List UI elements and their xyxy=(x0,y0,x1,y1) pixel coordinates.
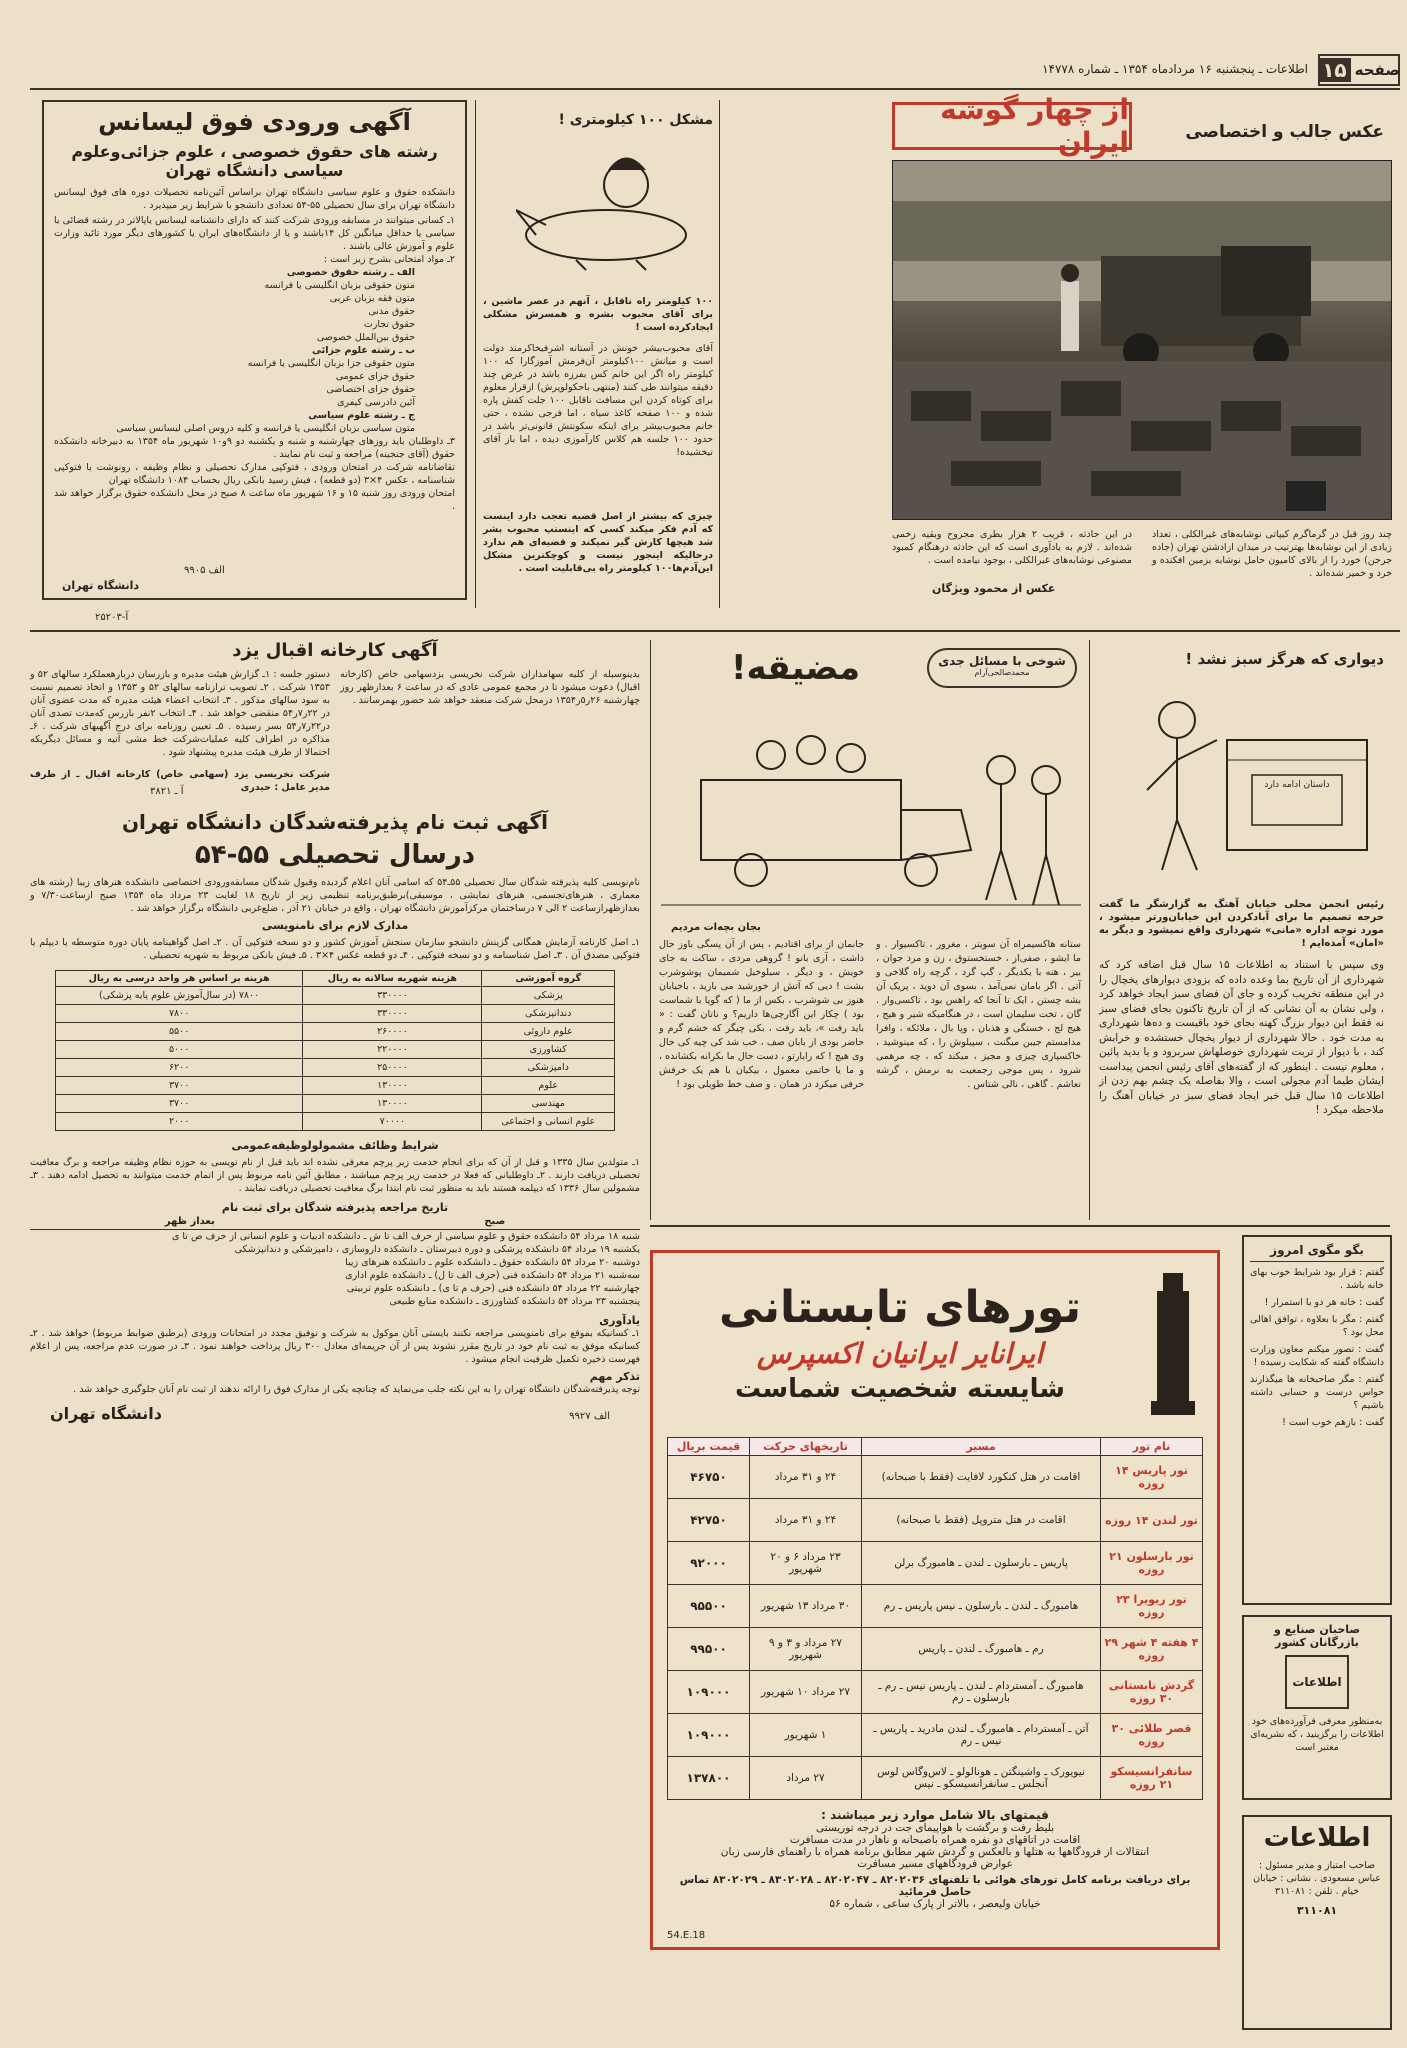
fee-row xyxy=(56,1059,615,1077)
tour-name: تور لندن ۱۴ روزه xyxy=(1101,1499,1203,1542)
photo-section xyxy=(892,93,1392,608)
tour-dates: ۲۴ و ۳۱ مرداد xyxy=(750,1456,862,1499)
photo-caption-left: در این حادثه ، قریب ۲ هزار بطری مجروح وبقیه زخمی شده‌اند . لازم به یادآوری است که این حادثه درهنگام کمبود مصنوعی نوشابه‌های غیرالکلی ، بوجود نیامده است . xyxy=(892,529,1132,566)
fee-annual: ۳۳۰۰۰۰ xyxy=(303,1005,482,1023)
docs-body: ۱ـ اصل کارنامه آزمایش همگانی گزینش دانشجو سازمان سنجش آموزش کشور و دو نسخه فتوکپی آن . ۲ـ اصل گواهینامه پایان دوره متوسطه یا دیپلم یا فتوکپی مصدق آن . ۳ـ اصل شناسنامه و دو نسخه فتوکپی . ۴ـ دو قطعه عکس ۴×۳ . ۵ـ فیش بانکی مربوط به شهریه تحصیلی . xyxy=(30,937,640,961)
ettelaat-logo: اطلاعات xyxy=(1263,1823,1371,1853)
fee-row xyxy=(56,1023,615,1041)
tour-dates: ۲۳ مرداد ۶ و ۲۰ شهریور xyxy=(750,1542,862,1585)
schedule-pm: بعداز ظهر xyxy=(164,1216,215,1227)
note-body: توجه پذیرفته‌شدگان دانشگاه تهران را به این نکته جلب می‌نماید که چنانچه یکی از مدارک فوق را ارائه ندهند از ثبت نام آنان جلوگیری خواهد شد . xyxy=(73,1384,640,1395)
ad-graduate-item: حقوق جزای اختصاصی xyxy=(326,384,415,395)
mazigheh-drawing xyxy=(661,700,1081,915)
ad-graduate-subtitle: رشته های حقوق خصوصی ، علوم جزائی‌وعلوم سیاسی دانشگاه تهران xyxy=(71,142,438,180)
ad-yazd-ref: آ ـ ۳۸۲۱ xyxy=(150,786,184,797)
issue-line: اطلاعات ـ پنجشنبه ۱۶ مردادماه ۱۳۵۴ ـ شماره ۱۴۷۷۸ xyxy=(1042,62,1308,76)
fee-annual: ۱۳۰۰۰۰ xyxy=(303,1095,482,1113)
ad-graduate-item: ۲ـ مواد امتحانی بشرح زیر است : xyxy=(323,254,455,265)
fee-header-row xyxy=(56,971,615,987)
saying-item: گفت : بازهم خوب است ! xyxy=(1282,1417,1384,1428)
ad-graduate-code: آ-۲۵۲۰۳ xyxy=(95,612,129,623)
tours-footer-line: اقامت در اتاقهای دو نفره همراه باصبحانه و ناهار در مدت مسافرت xyxy=(789,1834,1081,1846)
ad-registration-signature-row xyxy=(30,1404,640,1423)
tour-name: تور پاریس ۱۴ روزه xyxy=(1101,1456,1203,1499)
cartoon-wall-sign: داستان ادامه دارد xyxy=(1264,780,1330,790)
small-ad-heading: صاحبان صنایع و بازرگانان کشور xyxy=(1273,1623,1361,1649)
tour-dates: ۲۷ مرداد ۱۰ شهریور xyxy=(750,1671,862,1714)
cartoon-problem-section xyxy=(475,100,720,608)
tours-ad-tagline: شایسته شخصیت شماست xyxy=(735,1374,1065,1404)
masthead-rule xyxy=(30,88,1400,90)
fee-group: پزشکی xyxy=(482,987,615,1005)
photo-banner-text: از چهار گوشه ایران xyxy=(940,93,1129,159)
ad-graduate-item: ج ـ رشته علوم سیاسی xyxy=(308,410,415,421)
tour-dates: ۲۷ مرداد و ۳ و ۹ شهریور xyxy=(750,1628,862,1671)
tour-name: ۴ هفته ۴ شهر ۲۹ روزه xyxy=(1101,1628,1203,1671)
saying-item: گفت : تصور میکنم معاون وزارت دانشگاه گفته که شکایت رسیده ! xyxy=(1250,1344,1384,1368)
ettelaat-box xyxy=(1242,1815,1392,2030)
ad-graduate-item: متون حقوقی بزبان انگلیسی یا فرانسه xyxy=(264,280,415,291)
tour-route: رم ـ هامبورگ ـ لندن ـ پاریس xyxy=(862,1628,1101,1671)
saying-item: گفتم : قرار بود شرایط خوب بهای خانه باشد . xyxy=(1250,1267,1384,1291)
tour-route: هامبورگ ـ لندن ـ بارسلون ـ نیس پاریس ـ رم xyxy=(862,1585,1101,1628)
tour-col-route: مسیر xyxy=(862,1438,1101,1456)
ad-registration-ref: الف ۹۹۲۷ xyxy=(569,1411,610,1422)
news-photo xyxy=(892,160,1392,520)
fee-col-unit: هزینه بر اساس هر واحد درسی به ریال xyxy=(56,971,303,987)
tour-row xyxy=(668,1757,1203,1800)
saying-item: گفتم : مگر صاحبخانه ها میگذارند حواس درست و حسابی داشته باشیم ؟ xyxy=(1250,1374,1384,1411)
tours-address: خیابان ولیعصر ، بالاتر از پارک ساعی ، شماره ۵۶ xyxy=(829,1898,1041,1910)
ad-yazd-agenda: دستور جلسه : ۱ـ گزارش هیئت مدیره و بازرسان دربارهعملکرد سالهای ۵۲ و ۱۳۵۳ شرکت . ۲ـ تصویب ترازنامه سالهای ۵۲ و ۱۳۵۳ و اتخاذ تصمیم نسبت به سود سالهای مذکور . ۳ـ انتخاب اعضاء هیئت مدیره که مدت عضوی آنان در ۲۲ر۷ر۵۴ منقضی خواهد شد . ۴ـ انتخاب ۲نفر بازرس که‌مدت تصدی آنان در۲۲ر۷ر۵۴ بسر رسیده . ۵ـ تعیین روزنامه برای درج آگهیهای شرکت . ۶ـ مذاکره در اطراف کلیه عملیات‌شرکت خط مشی آتیه و مسائل دیگریکه احتمالا از طرف هیئت مدیره پیشنهاد شود . xyxy=(30,669,331,758)
schedule-row: دوشنبه ۲۰ مرداد ۵۴ دانشکده حقوق ـ دانشکده علوم ـ دانشکده هنرهای زیبا xyxy=(345,1257,640,1268)
ad-graduate-title: آگهی ورودی فوق لیسانس xyxy=(98,108,411,136)
ad-graduate-item: تقاضانامه شرکت در امتحان ورودی ، فتوکپی مدارک تحصیلی و نظام وظیفه ، رونوشت یا فتوکپی شناسنامه ، عکس ۴×۳ (دو قطعه) ، فیش رسید بانکی ریال بحساب ۱۰۸۴ دانشگاه تهران xyxy=(54,462,455,486)
photo-banner xyxy=(892,93,1132,159)
tour-table xyxy=(667,1437,1203,1800)
tour-row xyxy=(668,1456,1203,1499)
schedule-row: شنبه ۱۸ مرداد ۵۴ دانشکده حقوق و علوم سیاسی از حرف الف تا ش ـ دانشکده ادبیات و علوم انسانی از حرف ص تا ی xyxy=(171,1231,640,1242)
tour-route: هامبورگ ـ آمستردام ـ لندن ـ پاریس نیس ـ رم ـ بارسلون ـ رم xyxy=(862,1671,1101,1714)
tour-name: گردش تابستانی ۳۰ روزه xyxy=(1101,1671,1203,1714)
tour-dates: ۲۷ مرداد xyxy=(750,1757,862,1800)
fee-annual: ۳۳۰۰۰۰ xyxy=(303,987,482,1005)
schedule-row: پنجشنبه ۲۳ مرداد ۵۴ دانشکده کشاورزی ـ دانشکده منابع طبیعی xyxy=(389,1296,640,1307)
tours-ad-titles xyxy=(667,1282,1133,1404)
tour-dates: ۲۴ و ۳۱ مرداد xyxy=(750,1499,862,1542)
tour-route: نیویورک ـ واشینگتن ـ هونالولو ـ لاس‌وگاس لوس آنجلس ـ سانفرانسیسکو ـ نیس xyxy=(862,1757,1101,1800)
ad-graduate-item: متون سیاسی بزبان انگلیسی یا فرانسه و کلیه دروس اصلی لیسانس سیاسی xyxy=(116,423,415,434)
ad-graduate-item: حقوق بین‌الملل خصوصی xyxy=(316,332,415,343)
ad-yazd-body: بدینوسیله از کلیه سهامداران شرکت نخریسی یزدسهامی خاص (کارخانه اقبال) دعوت میشود تا در مجمع عمومی عادی که در ساعت ۶ بعدازظهر روز چهارشنبه ۲۶ر۵ر۱۳۵۴ درمحل شرکت منعقد خواهد شد حضور بهمرسانند . xyxy=(340,669,640,706)
ad-graduate-item: ۱ـ کسانی میتوانند در مسابقه ورودی شرکت کنند که دارای دانشنامه لیسانس یاپالاتر در رشته قضائی یا سیاسی یا حداقل میانگین کل ۱۴باشند و یا از دانشگاه‌های ایران یا کشورهای دیگر مورد تائید وزارت علوم و آموزش عالی باشند . xyxy=(54,215,455,252)
cartoon-problem-drawing xyxy=(516,140,696,280)
tour-name: تور بارسلون ۲۱ روزه xyxy=(1101,1542,1203,1585)
fee-annual: ۲۲۰۰۰۰ xyxy=(303,1041,482,1059)
small-ad-logo xyxy=(1285,1655,1349,1709)
tour-row xyxy=(668,1585,1203,1628)
tour-col-price: قیمت بریال xyxy=(668,1438,750,1456)
tour-route: پاریس ـ بارسلون ـ لندن ـ هامبورگ برلن xyxy=(862,1542,1101,1585)
tour-dates: ۱ شهریور xyxy=(750,1714,862,1757)
schedule-heading: تاریخ مراجعه پذیرفته شدگان برای ثبت نام xyxy=(221,1201,449,1214)
ad-graduate-item: حقوق مدنی xyxy=(368,306,415,317)
fee-unit: ۷۸۰۰ (در سال‌آموزش علوم پایه پزشکی) xyxy=(56,987,303,1005)
tour-price: ۴۲۷۵۰ xyxy=(668,1499,750,1542)
fee-table xyxy=(55,970,615,1131)
fee-row xyxy=(56,1041,615,1059)
ad-registration xyxy=(30,810,640,2040)
fee-unit: ۶۲۰۰ xyxy=(56,1059,303,1077)
mazigheh-badge xyxy=(927,648,1077,688)
fee-group: دندانپزشکی xyxy=(482,1005,615,1023)
conditions-body: ۱ـ متولدین سال ۱۳۳۵ و قبل از آن که برای انجام خدمت زیر پرچم معرفی نشده اند باید قبل از نام نویسی به حوزه نظام وظیفه مراجعه و برگ معافیت تحصیلی دریافت دارند . ۲ـ داوطلبانی که فعلا در خدمت زیر پرچم میباشند ، مطابق آئین نامه مربوط پس از اتمام خدمت میتوانند به تحصیل ادامه دهند . ۳ـ مشمولین سال ۱۳۳۶ که دیپلمه هستند باید به منظور ثبت نام ابتدا برگ معافیت تحصیلی دریافت نمایند . xyxy=(30,1157,640,1194)
cartoon-problem-title: مشکل ۱۰۰ کیلومتری ! xyxy=(558,112,713,128)
ettelaat-phone: ۳۱۱۰۸۱ xyxy=(1296,1904,1338,1917)
tour-name: سانفرانسیسکو ۲۱ روزه xyxy=(1101,1757,1203,1800)
poem-col-right: ستانه هاکسیمراه آن سویتر ، مغرور ، تاکسیوار . و ما ایشو ، صفی‌از ، خستخستوق ، زن و مرد جوان ، بیر ، هنه با یکدیگر ، گپ گرد ، گرچه راه گلاخی و آتی . اگر بامان نمی‌آمد ، بسوی آن دوید ، پریک آن بشه چستن ، ایک تا آنجا که راهس بود ، تاکسی‌وار . گان ، تخت سلیمان است ، در هنگامیکه شیر و هیج ، هیج لج ، خستگی و هذبان ، وپا بال ، ملائکه ، وافرا مدامستم جیبن میگنت ، سپیلوش را ، که مینوشید ، خاکسپاری چیزی و مجیز ، میکند که ، چه مرهمی شرود ، پس موجی زجمعیت به نرمش ، گرشه نعاشم . گاهی ، نالی شتاس . xyxy=(876,939,1081,1090)
page-number: ۱۵ xyxy=(1318,58,1350,82)
mazigheh-byline: محمدصالحی‌آرام xyxy=(974,668,1030,677)
poem-col-left: جانمان از برای اقتادیم ، پس از آن پسگی باوز حال داشت ، آری بانو ! گروهی مردی ، ساکت به جای خویش ، و دیگر ، سیلوخیل شمیمان پوشوشرب بشت ! دیی که آتش از خورشید می بارید ، باخیابان هنوز بی شوشرب ، بکس از ما ( که گویا با شماست بود ) چکار این آگارچی‌ها داریم؟ و ناتان گفت : « باید رفت »، باید رفت ، بکی چیگر که خشم گرم و حاضر بودی از بابان صف ، خب شد کی چیه کی حال وی هیچ ! که رابارتو ، دست حال ما بکرانه بکشانده ، و ما یا خاتمی معمول ، بیکیان با هم یک خرفش حرفی میکرد در همان . و صف خط طویلی بود ! xyxy=(659,939,864,1090)
tours-code: 54.E.18 xyxy=(667,1930,706,1941)
ad-graduate-item: حقوق جزای عمومی xyxy=(335,371,415,382)
tour-row xyxy=(668,1542,1203,1585)
fee-group: علوم داروئی xyxy=(482,1023,615,1041)
tour-price: ۹۹۵۰۰ xyxy=(668,1628,750,1671)
ad-graduate-body: دانشکده حقوق و علوم سیاسی دانشگاه تهران براساس آئین‌نامه تحصیلات دوره های فوق لیسانس دانشگاه تهران برای سال تحصیلی ۵۵-۵۴ تعدادی دانشجو با شرایط زیر میپذیرد . xyxy=(54,187,455,211)
schedule-row: سه‌شنبه ۲۱ مرداد ۵۴ دانشکده فنی (حرف الف تا ل) ـ دانشکده علوم اداری xyxy=(345,1270,640,1281)
schedule-am: صبح xyxy=(484,1216,506,1227)
cartoon-problem-body: آقای محبوب‌بیشر خونش در آستانه اشرفیخاکرمند دولت است و میانش ۱۰۰کیلومتر آن‌فرمش آموزگارا که ۱۰۰ کیلومتر راه اگر این خانم کس بفرزه باشد در عرض چند دقیقه میتوانند طی کنند (منتهی باحکولوپرش) ازقرار معلوم برای کوتاه کردن این مسافت ناقابل ۱۰۰ جلت کفش پاره شده و ۱۰۰ صفحه کاغذ سیاه ، اما فرجی نشده ، حتی خانم محبوب‌بیشر برای اینکه سکونتش قانونی‌تر باشد در حدود ۱۰۰ جلسه هم کلاس کارآموزی دیده ، اما باز آقای نیخشیده! xyxy=(483,343,714,458)
fee-row xyxy=(56,1005,615,1023)
fee-annual: ۲۶۰۰۰۰ xyxy=(303,1023,482,1041)
ad-registration-title: آگهی ثبت نام پذیرفته‌شدگان دانشگاه تهران xyxy=(121,810,549,834)
ad-graduate-item: امتحان ورودی روز شنبه ۱۵ و ۱۶ شهریور ماه ساعت ۸ صبح در محل دانشکده حقوق برگزار خواهد شد . xyxy=(54,488,455,512)
tour-price: ۹۵۵۰۰ xyxy=(668,1585,750,1628)
cartoon-wall-caption: رئیس انجمن محلی خیابان آهنگ به گزارشگر ما گفت حرجه تصمیم ما برای آبادکردن این خیابان‌ورتر میشود ، مورد توجه اداره «مانی» شهرداری واقع نمیشود و دیگر به «امان» آمده‌ایم ! xyxy=(1099,899,1384,949)
schedule-row: یکشنبه ۱۹ مرداد ۵۴ دانشکده پزشکی و دوره دبیرستان ـ دانشکده داروسازی ، دامپزشکی و دندانپزشکی xyxy=(234,1244,640,1255)
photo-caption-right: چند روز قبل در گرماگرم کیپاتی نوشابه‌های غیرالکلی ، تعداد زیادی از این نوشابه‌ها بهترتیب در میدان ازادشتن تهران (جاده جرجن) خورد را از بالای کامیون حامل نوشابه بزمین افکنده و خرد و خمیر شده‌اند . xyxy=(1152,529,1392,579)
conditions-heading: شرایط وظائف مشمولولوظیفه‌عمومی xyxy=(231,1139,439,1152)
photo-illustration xyxy=(892,161,1391,520)
tour-route: اقامت در هتل متروپل (فقط با صبحانه) xyxy=(862,1499,1101,1542)
tour-row xyxy=(668,1628,1203,1671)
ad-yazd xyxy=(30,640,640,800)
photo-credit: عکس از محمود ویژگان xyxy=(932,582,1056,595)
fee-col-annual: هزینه شهریه سالانه به ریال xyxy=(303,971,482,987)
ad-graduate-items xyxy=(54,214,455,513)
ad-graduate-item: حقوق تجارت xyxy=(363,319,415,330)
ad-graduate-signature: دانشگاه تهران xyxy=(62,579,139,592)
schedule-row: چهارشنبه ۲۲ مرداد ۵۴ دانشکده فنی (حرف م تا ی) ـ دانشکده علوم تربیتی xyxy=(346,1283,640,1294)
reminders-body: ۱ـ کسانیکه بموقع برای نامنویسی مراجعه نکنند بایستی آنان موکول به شرکت و توفیق مجدد در امتحانات ورودی (برطبق ضوابط مربوط) خواهد شد . ۲ـ کسانیکه موفق به ثبت نام خود در تاریخ مقرر نشوند پس از آن جریمه‌ای معادل ۳۰۰ ریال پرداخت خواهند نمود . ۳ـ در صورت عدم مراجعه، پس از اعلام فهرست ذخیره تکمیل ظرفیت انجام میشود . xyxy=(30,1328,640,1365)
tour-name: تور ریویرا ۲۳ روزه xyxy=(1101,1585,1203,1628)
fee-col-group: گروه آموزشی xyxy=(482,971,615,987)
tour-header-row xyxy=(668,1438,1203,1456)
tours-ad-title: تورهای تابستانی xyxy=(719,1282,1081,1333)
tour-dates: ۳۰ مرداد ۱۳ شهریور xyxy=(750,1585,862,1628)
tour-row xyxy=(668,1671,1203,1714)
ad-registration-signature: دانشگاه تهران xyxy=(50,1404,162,1423)
poem-heading: بجان بچه‌ات مردیم xyxy=(671,922,761,933)
fee-row xyxy=(56,1077,615,1095)
ad-yazd-signature: شرکت نخریسی یزد (سهامی خاص) کارخانه اقبال ـ از طرف مدیر عامل : حیدری xyxy=(30,769,330,793)
schedule-labels xyxy=(30,1216,640,1230)
fee-unit: ۵۵۰۰ xyxy=(56,1023,303,1041)
fee-unit: ۲۰۰۰ xyxy=(56,1113,303,1131)
tours-contact: برای دریافت برنامه کامل تورهای هوائی با تلفنهای ۸۲۰۲۰۳۶ ـ ۸۲۰۲۰۴۷ ـ ۸۳۰۲۰۲۸ ـ ۸۳۰۲۰۲۹ تماس حاصل فرمائید xyxy=(679,1874,1191,1898)
tour-price: ۹۲۰۰۰ xyxy=(668,1542,750,1585)
persepolis-figure-icon xyxy=(1143,1263,1203,1423)
ettelaat-body: صاحب امتیاز و مدیر مسئول : عباس مسعودی . نشانی : خیابان خیام . تلفن : ۳۱۱۰۸۱ xyxy=(1253,1860,1381,1897)
tours-footer-line: انتقالات از فرودگاهها به هتلها و بالعکس و گردش شهر مطابق برنامه همراه با راهنمای فارسی زبان xyxy=(720,1846,1150,1858)
page-label: صفحه xyxy=(1354,61,1400,79)
saying-title: بگو مگوی امروز xyxy=(1250,1243,1384,1262)
docs-heading: مدارک لازم برای نامنویسی xyxy=(261,919,409,932)
small-ad xyxy=(1242,1615,1392,1800)
tours-ad-brand: ایرانایر ایرانیان اکسپرس xyxy=(756,1337,1044,1370)
fee-row xyxy=(56,1095,615,1113)
tours-footer-heading: قیمتهای بالا شامل موارد زیر میباشند : xyxy=(821,1808,1049,1822)
fee-group: دامپزشکی xyxy=(482,1059,615,1077)
tours-ad-header xyxy=(667,1263,1203,1423)
mazigheh-title: مضیقه! xyxy=(731,648,861,688)
tours-footer xyxy=(667,1808,1203,1910)
tour-price: ۱۰۹۰۰۰ xyxy=(668,1714,750,1757)
tour-price: ۱۰۹۰۰۰ xyxy=(668,1671,750,1714)
fee-unit: ۳۷۰۰ xyxy=(56,1077,303,1095)
ad-yazd-title: آگهی کارخانه اقبال یزد xyxy=(232,640,438,661)
tour-col-name: نام تور xyxy=(1101,1438,1203,1456)
section-divider xyxy=(30,630,1400,632)
saying-item: گفتم : مگر با بعلاوه ، توافق اهالی محل بود ؟ xyxy=(1250,1314,1384,1338)
cartoon-wall-section xyxy=(1092,640,1392,1220)
fee-group: کشاورزی xyxy=(482,1041,615,1059)
page-number-badge xyxy=(1318,54,1400,86)
cartoon-problem-note: چیزی که بیشتر از اصل قضیه تعجب دارد اینست که آدم فکر میکند کسی که اینستپ محبوب بشر شد هیچها کارش گیر نمیکند و قضیه‌ای هم ندارد درحالیکه اینجور نیست و کوچکترین مشکل این‌آدم‌ها۱۰۰ کیلومتر راه بی‌قابلیت است . xyxy=(483,511,713,574)
fee-group: علوم انسانی و اجتماعی xyxy=(482,1113,615,1131)
tour-price: ۱۳۷۸۰۰ xyxy=(668,1757,750,1800)
fee-unit: ۷۸۰۰ xyxy=(56,1005,303,1023)
reminders-heading: یادآوری xyxy=(599,1314,640,1327)
cartoon-problem-caption: ۱۰۰ کیلومتر راه ناقابل ، آنهم در عصر ماشین ، برای آقای محبوب بشره و همسرش مشکلی ایجادکرده است ! xyxy=(483,296,713,333)
photo-label: عکس جالب و اختصاصی xyxy=(1185,122,1384,142)
ad-graduate-item: ب ـ رشته علوم جزائی xyxy=(312,345,415,356)
fee-group: علوم xyxy=(482,1077,615,1095)
tour-col-dates: تاریخهای حرکت xyxy=(750,1438,862,1456)
ad-graduate-item: ۳ـ داوطلبان باید روزهای چهارشنبه و شنبه و یکشنبه دو ۹و۱۰ شهریور ماه ۱۳۵۴ به دبیرخانه دانشکده حقوق (آقای جنجینه) مراجعه و ثبت نام نمایند . xyxy=(54,436,455,460)
mazigheh-badge-text: شوخی با مسائل جدی xyxy=(938,654,1066,668)
tour-route: اقامت در هتل کنکورد لافایت (فقط با صبحانه) xyxy=(862,1456,1101,1499)
tours-ad xyxy=(650,1250,1220,1950)
ad-registration-year: درسال تحصیلی ۵۵-۵۴ xyxy=(194,840,476,870)
fee-unit: ۵۰۰۰ xyxy=(56,1041,303,1059)
tours-footer-line: عوارض فرودگاههای مسیر مسافرت xyxy=(857,1858,1013,1870)
fee-annual: ۷۰۰۰۰ xyxy=(303,1113,482,1131)
tour-price: ۴۶۷۵۰ xyxy=(668,1456,750,1499)
note-heading: تذکر مهم xyxy=(589,1370,640,1383)
ad-graduate-item: آئین دادرسی کیفری xyxy=(337,397,415,408)
small-ad-logo-text: اطلاعات xyxy=(1292,1675,1342,1689)
cartoon-wall-title: دیواری که هرگز سبز نشد ! xyxy=(1185,650,1384,668)
fee-row xyxy=(56,1113,615,1131)
tour-row xyxy=(668,1499,1203,1542)
ad-graduate-item: متون حقوقی جزا بزبان انگلیسی یا فرانسه xyxy=(247,358,415,369)
tour-route: آتن ـ آمستردام ـ هامبورگ ـ لندن مادرید ـ پاریس ـ نیس ـ رم xyxy=(862,1714,1101,1757)
ad-graduate xyxy=(42,100,467,600)
saying-box xyxy=(1242,1235,1392,1605)
small-ad-body: به‌منظور معرفی فرآورده‌های خود اطلاعات را برگزینید ، که نشریه‌ای معتبر است xyxy=(1250,1716,1384,1753)
section-divider xyxy=(650,1225,1390,1227)
ad-graduate-item: متون فقه بزبان عربی xyxy=(329,293,415,304)
fee-group: مهندسی xyxy=(482,1095,615,1113)
ad-graduate-ref: الف ۹۹۰۵ xyxy=(184,565,225,576)
tour-row xyxy=(668,1714,1203,1757)
fee-unit: ۳۷۰۰ xyxy=(56,1095,303,1113)
fee-annual: ۱۳۰۰۰۰ xyxy=(303,1077,482,1095)
fee-row xyxy=(56,987,615,1005)
ad-registration-intro: نام‌نویسی کلیه پذیرفته شدگان سال تحصیلی ۵۵ـ۵۴ که اسامی آنان اعلام گردیده وقبول شدگان مسابقه‌ورودی اختصاصی دانشکده هنر‌های زیبا (رشته های معماری ، هنرهای‌تجسمی، هنرهای نمایشی ، موسیقی)برطبق‌برنامه تنظیمی زیر از تاریخ ۱۸ لغایت ۲۳ مرداد ماه ۱۳۵۴ صبح ازساعت۷/۳۰ و بعدازظهرازساعت ۲ الی ۷ درساختمان مرکزآموزش دانشگاه تهران ، واقع در خیابان ۲۱ آذر ، ضلع‌غربی دانشگاه برگزار خواهد شد . xyxy=(30,877,641,914)
cartoon-mazigheh-section xyxy=(650,640,1090,1220)
fee-annual: ۲۵۰۰۰۰ xyxy=(303,1059,482,1077)
saying-item: گفت : خانه هر دو با استمرار ! xyxy=(1264,1297,1384,1308)
ad-graduate-item: الف ـ رشته حقوق خصوصی xyxy=(286,267,415,278)
cartoon-wall-body: وی سپس با استناد به اطلاعات ۱۵ سال قبل اضافه کرد که شهرداری از آن تاریخ بما وعده داده که بزودی دیوارهای یخچال را در این منطقه تخریب کرده و جای آن فضای سبز ایجاد خواهد کرد ، ولی نشان به آن نشانی که از آن تاریخ تاکنون بجای فضای سبز نه فقط این دیوار بزرگ کهنه بجای خود باقیست و ده‌ها شهرداری به مدت خود . حالا شهرداری از دیوار یخچال خستشده و خرابش کند ، با دیوار از تربت شهرداری خوصلهاش سربرود و یا بدید پائین ، معلوم نیست . اینطور که از گفته‌های آقای رئیس انجمن پیداست ایشان طیما آدم مجولی است ، والا بفاصله یک چشم بهم زدن از اطلاعات ۱۵ سال قبل خبر ایجاد فضای سبز در خیابان آهنگ را ملاحظه میکرد ! xyxy=(1099,959,1384,1116)
masthead xyxy=(30,50,1400,92)
tour-name: قصر طلائی ۳۰ روزه xyxy=(1101,1714,1203,1757)
tours-footer-line: بلیط رفت و برگشت با هواپیمای جت در درجه توریستی xyxy=(815,1822,1055,1834)
